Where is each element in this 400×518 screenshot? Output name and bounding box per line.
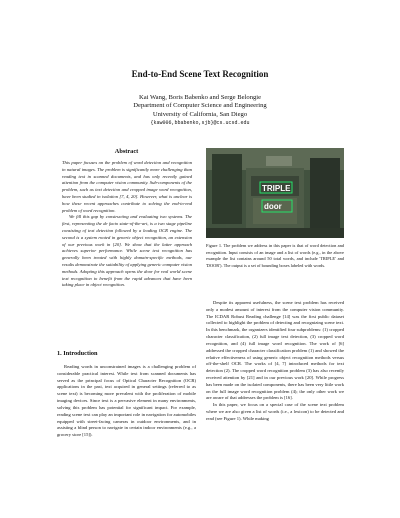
- author-emails: {kaw006,bbabenko,sjb}@cs.ucsd.edu: [150, 120, 250, 127]
- figure-1-caption: Figure 1. The problem we address in this paper is that of word detection and recognition. Input consists of an image and a list of words (e.g., in the above example the list contains around 50 total words, and include 'TRIPLE' and 'DOOR'). The output is a set of bounding boxes labeled with words.: [206, 243, 344, 268]
- abstract-paragraph-1: This paper focuses on the problem of word detection and recognition in natural images. The problem is significantly more challenging than reading text in scanned documents, and has only recently gained attention from the computer vision community. Sub-components of the problem, such as text detection and cropped image word recognition, have been studied in isolation [7, 4, 20]. However, what is unclear is how these recent approaches contribute to solving the end-to-end problem of word recognition.: [62, 160, 192, 213]
- affiliation-univ: University of California, San Diego: [152, 110, 248, 118]
- intro-paragraph-1: Reading words in unconstrained images is a challenging problem of considerable practical interest. While text from scanned documents has served as the principal focus of Optical Character Recognition (OCR) applications in the past, text acquired in general settings (referred to as scene text) is becoming more prevalent with the proliferation of mobile imaging devices. Since text is a pervasive element in many environments, solving this problem has potential for significant impact. For example, reading scene text can play an important role in navigation for automobiles equipped with street-facing cameras in outdoor environments, and in assisting a blind person to navigate in certain indoor environments (e.g., a grocery store [15]).: [57, 364, 196, 438]
- storefront-photo: [206, 148, 344, 238]
- body-paragraph-1: Despite its apparent usefulness, the scene text problem has received only a modest amount of interest from the computer vision community. The ICDAR Robust Reading challenge [14] was the first public dataset collected to highlight the problem of detecting and recognizing scene text. In this benchmark, the organizers identified four subproblems: (1) cropped character classification, (2) full image text detection, (3) cropped word recognition, and (4) full image word recognition. The work of [6] addressed the cropped character classification problem (1) and showed the relative effectiveness of using generic object recognition methods versus off-the-shelf OCR. The works of [4, 7] introduced methods for text detection (2). The cropped word recognition problem (3) has also recently received attention by [21] and in our previous work [20]. While progress has been made on the isolated components, there has been very little work on the full image word recognition problem (4); the only other work we are aware of that addresses the problem is [16].: [206, 300, 344, 401]
- intro-heading: 1. Introduction: [57, 350, 98, 357]
- right-column-body: [206, 300, 344, 423]
- abstract-body: [62, 160, 192, 289]
- figure-1-image: [206, 148, 344, 238]
- word-label-triple: TRIPLE: [262, 184, 291, 193]
- word-detection-triple: [260, 182, 292, 193]
- abstract-heading: Abstract: [114, 148, 139, 155]
- paper-title: End-to-End Scene Text Recognition: [131, 69, 269, 79]
- abstract-paragraph-2: We fill this gap by constructing and evaluating two systems. The first, representing the de facto state-of-the-art, is a two stage pipeline consisting of text detection followed by a leading OCR engine. The second is a system rooted in generic object recognition, an extension of our previous work in [20]. We show that the latter approach achieves superior performance. While scene text recognition has generally been treated with highly domain-specific methods, our results demonstrate the suitability of applying generic computer vision methods. Adopting this approach opens the door for real world scene text recognition to benefit from the rapid advances that have been taking place in object recognition.: [62, 214, 192, 288]
- body-paragraph-2: In this paper, we focus on a special case of the scene text problem where we are also given a list of words (i.e., a lexicon) to be detected and read (see Figure 1). While making: [206, 402, 344, 421]
- authors: Kai Wang, Boris Babenko and Serge Belongie: [138, 94, 262, 101]
- affiliation-dept: Department of Computer Science and Engineering: [133, 102, 267, 110]
- word-label-door: door: [264, 202, 282, 211]
- author-block: [0, 94, 400, 128]
